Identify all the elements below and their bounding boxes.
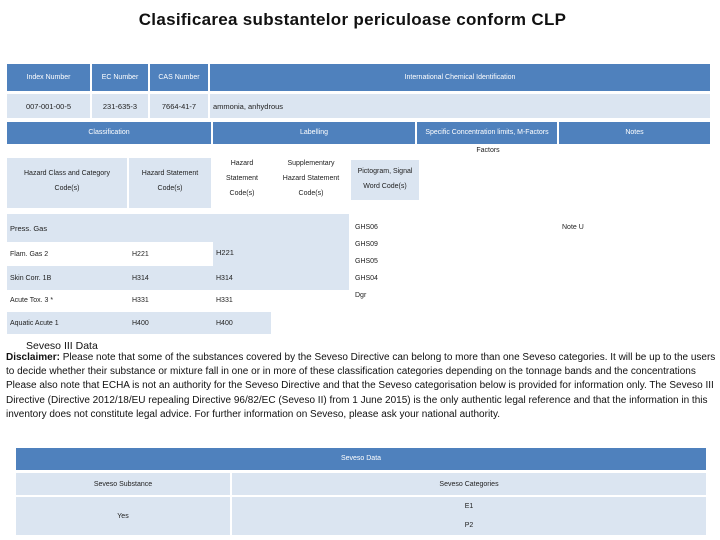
hazard-statement-value: H400 [132, 319, 149, 327]
seveso-heading: Seveso III Data [26, 340, 98, 352]
seveso-category: E1 [464, 503, 474, 510]
notes-value: Note U [562, 224, 584, 231]
header-labelling: Labelling [213, 122, 415, 144]
disclaimer-text-1: Please note that some of the substances covered by the Seveso Directive can belong to more than one Seveso categories. It will be up to the users to decide whether their substance or mixture fall in one or in more of these classification categories depending on the tonnage bands and the concentrations [6, 352, 716, 378]
seveso-substance-value: Yes [16, 497, 230, 535]
subheader-pictogram [351, 160, 419, 200]
subheader-hazard-class-line2: Code(s) [54, 185, 80, 192]
hazard-class-value: Flam. Gas 2 [10, 250, 49, 258]
hazard-class-value: Aquatic Acute 1 [10, 319, 59, 327]
seveso-table-header: Seveso Data [16, 448, 706, 470]
label-hazard-value: H400 [216, 319, 233, 327]
hazard-statement-value: H221 [132, 250, 149, 258]
subheader-supplementary-line3: Code(s) [298, 190, 324, 197]
subheader-supplementary-line1: Supplementary [287, 160, 335, 167]
subheader-supplementary-line2: Hazard Statement [282, 175, 340, 182]
subheader-hazard-class-line1: Hazard Class and Category [24, 170, 110, 177]
hazard-class-value: Acute Tox. 3 * [10, 296, 54, 304]
seveso-disclaimer [6, 351, 716, 422]
hazard-statement-value: H331 [132, 296, 149, 304]
seveso-categories-header: Seveso Categories [232, 473, 706, 495]
disclaimer-paragraph-1 [6, 351, 716, 379]
subheader-label-hazard-line3: Code(s) [229, 190, 255, 197]
subheader-hazard-statement-line2: Code(s) [157, 185, 183, 192]
subheader-supplementary [273, 156, 349, 208]
hazard-class-value: Press. Gas [10, 223, 48, 233]
label-hazard-value: H331 [216, 296, 233, 304]
subheader-label-hazard-line1: Hazard [230, 160, 254, 167]
seveso-categories-cell [232, 497, 706, 535]
subheader-label-hazard-line2: Statement [226, 175, 258, 182]
label-hazard-cell [213, 238, 349, 266]
subheader-hazard-class [7, 158, 127, 208]
subheader-label-hazard [213, 156, 271, 208]
disclaimer-text-2: Please also note that ECHA is not an authority for the Seveso Directive and that the Seveso categorisation below is provided for information only. The Seveso III Directive (Directive 2012/18/EU repealing Directive 96/82/EC (Seveso II) from 1 June 2015) is the only authentic legal reference and that the information in this inventory does not constitute legal advice. For further information on Seveso, please ask your national authority. [6, 380, 714, 420]
hazard-statement-value: H314 [132, 274, 149, 282]
header-notes: Notes [559, 122, 710, 144]
header-classification: Classification [7, 122, 211, 144]
subheader-hazard-statement [129, 158, 211, 208]
pictogram-code: GHS06 [355, 224, 378, 231]
header-specific-concentration-cont: Factors [476, 147, 500, 154]
pictogram-code: GHS04 [355, 275, 378, 282]
signal-word-code: Dgr [355, 292, 367, 299]
subheader-pictogram-line2: Word Code(s) [363, 183, 407, 190]
pictogram-code: GHS09 [355, 241, 378, 248]
chemical-identification-value: ammonia, anhydrous [210, 94, 710, 118]
cas-number-value: 7664-41-7 [150, 94, 208, 118]
label-hazard-value: H314 [216, 274, 233, 282]
pictogram-code: GHS05 [355, 258, 378, 265]
index-number-value: 007-001-00-5 [7, 94, 90, 118]
header-ec-number: EC Number [92, 64, 148, 91]
label-hazard-value: H221 [216, 247, 234, 257]
header-cas-number: CAS Number [150, 64, 208, 91]
subheader-hazard-statement-line1: Hazard Statement [141, 170, 199, 177]
header-specific-concentration: Specific Concentration limits, M-Factors [417, 122, 557, 144]
ec-number-value: 231-635-3 [92, 94, 148, 118]
header-index-number: Index Number [7, 64, 90, 91]
seveso-substance-header: Seveso Substance [16, 473, 230, 495]
page-title: Clasificarea substantelor periculoase conform CLP [138, 10, 567, 29]
seveso-category: P2 [464, 522, 474, 529]
hazard-class-value: Skin Corr. 1B [10, 274, 52, 282]
disclaimer-label: Disclaimer: [6, 352, 60, 363]
subheader-pictogram-line1: Pictogram, Signal [357, 168, 413, 175]
header-chemical-identification: International Chemical Identification [210, 64, 710, 91]
